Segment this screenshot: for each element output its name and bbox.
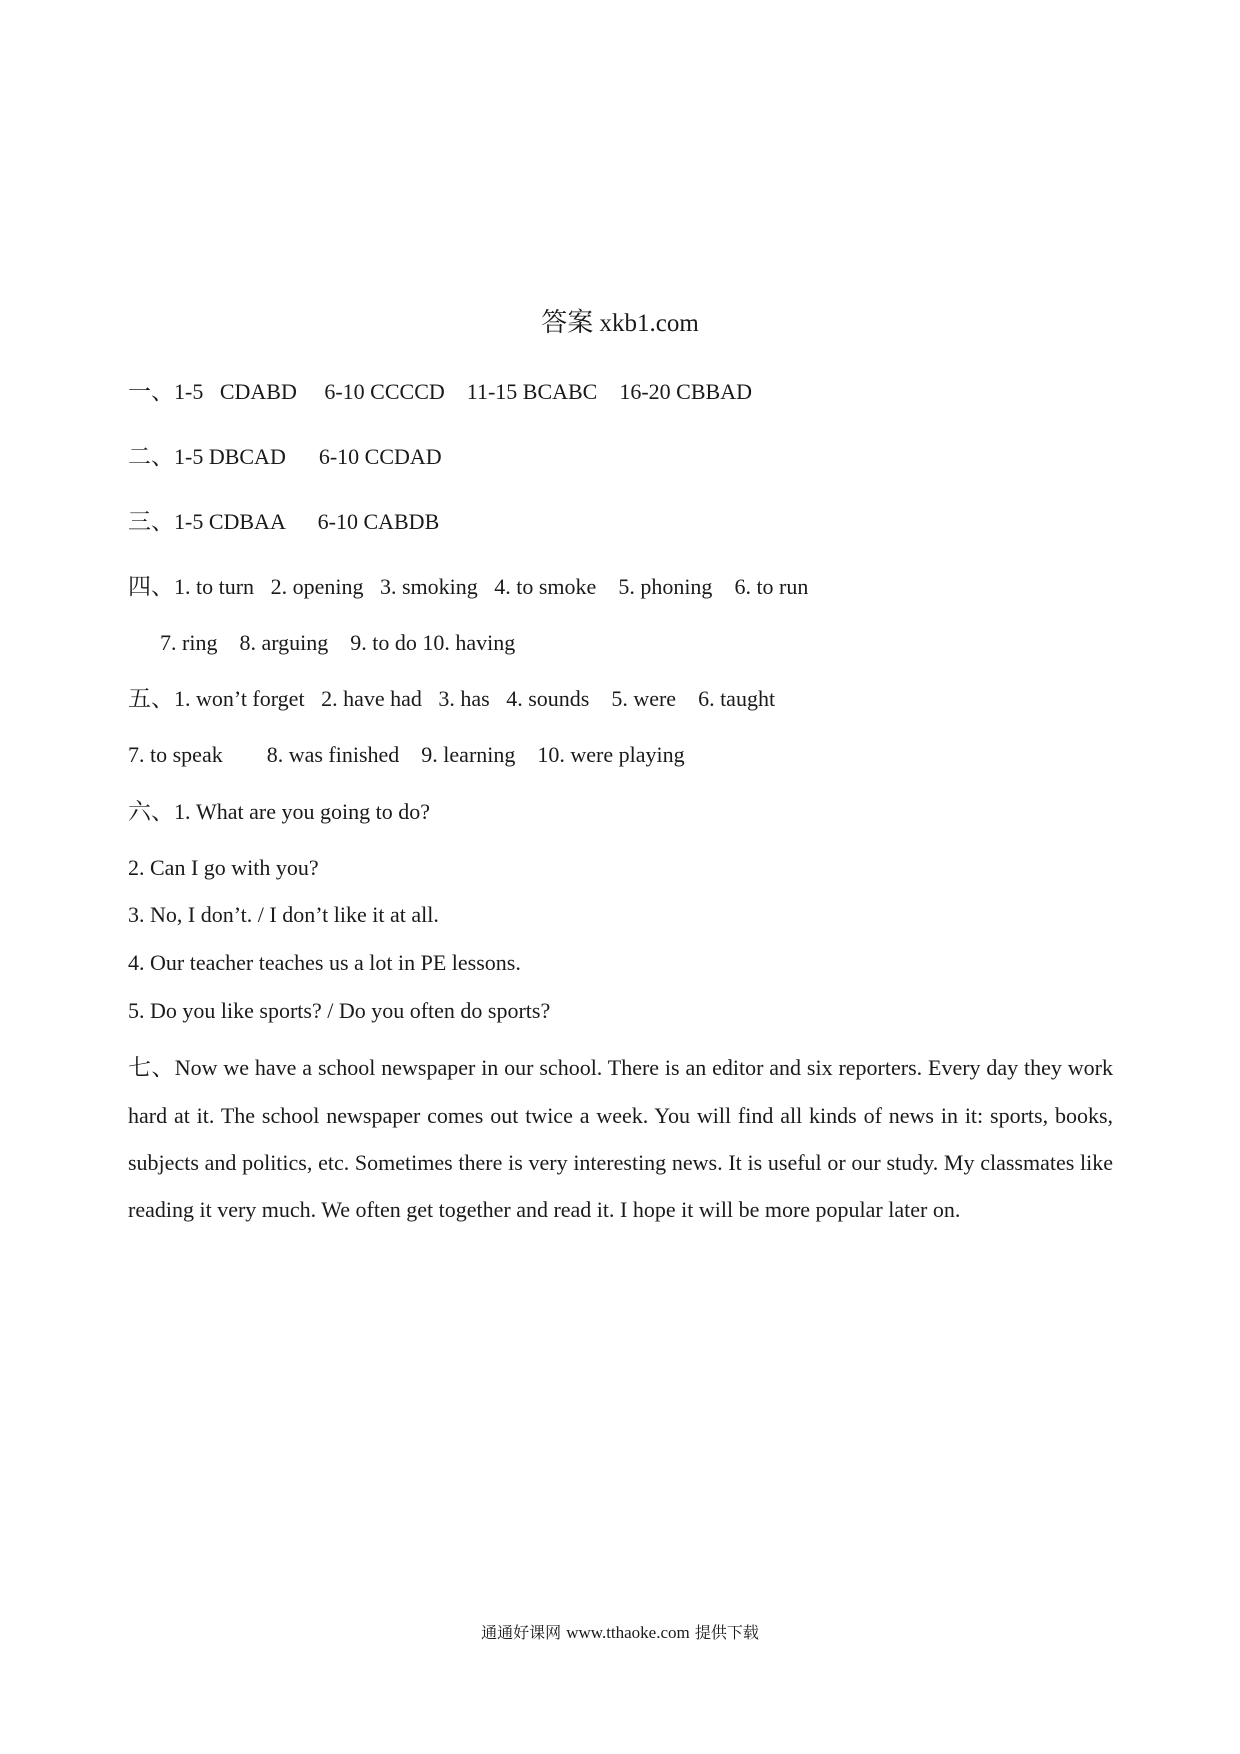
section-7-number: 七、 bbox=[128, 1055, 175, 1081]
title-cn: 答案 bbox=[541, 308, 594, 338]
answer-item: 2. opening bbox=[270, 574, 364, 599]
title-site: xkb1.com bbox=[599, 310, 699, 337]
section-4-line-1 bbox=[128, 572, 808, 602]
answer-item: 9. learning bbox=[421, 742, 516, 767]
footer-url: www.tthaoke.com bbox=[566, 1623, 690, 1642]
section-6-line-1 bbox=[128, 797, 430, 827]
answer-item: 8. arguing bbox=[239, 630, 329, 655]
section-3 bbox=[128, 507, 439, 537]
answer-item: 7. ring bbox=[160, 630, 218, 655]
answer-item: 8. was finished bbox=[266, 742, 400, 767]
answer-group: 16-20 CBBAD bbox=[619, 379, 752, 404]
answer-item: 10. were playing bbox=[537, 742, 685, 767]
answer-sentence: 5. Do you like sports? / Do you often do sports? bbox=[128, 998, 551, 1023]
section-3-number: 三、 bbox=[128, 509, 174, 535]
answer-item: 5. were bbox=[611, 686, 677, 711]
section-4-number: 四、 bbox=[128, 574, 174, 600]
answer-item: 3. has bbox=[438, 686, 490, 711]
answer-sentence: 2. Can I go with you? bbox=[128, 855, 319, 880]
page-title bbox=[0, 306, 1240, 341]
answer-group: 6-10 CABDB bbox=[317, 509, 440, 534]
section-5-line-1 bbox=[128, 684, 775, 714]
section-5-line-2 bbox=[128, 740, 685, 770]
answer-item: 2. have had bbox=[321, 686, 422, 711]
answer-item: 9. to do bbox=[350, 630, 417, 655]
section-2-number: 二、 bbox=[128, 444, 174, 470]
answer-group: 6-10 CCCCD bbox=[324, 379, 445, 404]
section-6-number: 六、 bbox=[128, 799, 174, 825]
answer-group: 1-5 DBCAD bbox=[174, 444, 286, 469]
composition-text: Now we have a school newspaper in our school. There is an editor and six reporters. Every day they work hard at it. The school newspaper comes out twice a week. You will find all kinds of news in it: sports, books, subjects and politics, etc. Sometimes there is very interesting news. It is useful or our study. My classmates like reading it very much. We often get together and read it. I hope it will be more popular later on. bbox=[128, 1055, 1114, 1222]
footer-suffix: 提供下载 bbox=[694, 1623, 759, 1642]
answer-item: 1. to turn bbox=[174, 574, 255, 599]
answer-item: 6. to run bbox=[734, 574, 809, 599]
answer-group: 11-15 BCABC bbox=[466, 379, 598, 404]
section-2 bbox=[128, 442, 442, 472]
answer-item: 4. sounds bbox=[506, 686, 590, 711]
answer-item: 1. won’t forget bbox=[174, 686, 305, 711]
answer-sentence: 4. Our teacher teaches us a lot in PE lessons. bbox=[128, 950, 521, 975]
answer-item: 7. to speak bbox=[128, 742, 223, 767]
answer-group: 6-10 CCDAD bbox=[318, 444, 442, 469]
answer-item: 6. taught bbox=[698, 686, 776, 711]
answer-item: 3. smoking bbox=[379, 574, 478, 599]
section-1-number: 一、 bbox=[128, 379, 174, 405]
answer-sentence: 1. What are you going to do? bbox=[174, 799, 430, 824]
section-5-number: 五、 bbox=[128, 686, 174, 712]
section-4-line-2 bbox=[160, 628, 515, 658]
footer-site-name: 通通好课网 bbox=[481, 1623, 562, 1642]
answer-item: 4. to smoke bbox=[494, 574, 597, 599]
answer-item: 10. having bbox=[422, 630, 516, 655]
answer-item: 5. phoning bbox=[618, 574, 713, 599]
section-1 bbox=[128, 377, 752, 407]
answer-group: 1-5 CDABD bbox=[174, 379, 297, 404]
answer-group: 1-5 CDBAA bbox=[174, 509, 285, 534]
footer bbox=[0, 1621, 1240, 1645]
section-7 bbox=[128, 1044, 1113, 1233]
answer-sentence: 3. No, I don’t. / I don’t like it at all. bbox=[128, 902, 439, 927]
